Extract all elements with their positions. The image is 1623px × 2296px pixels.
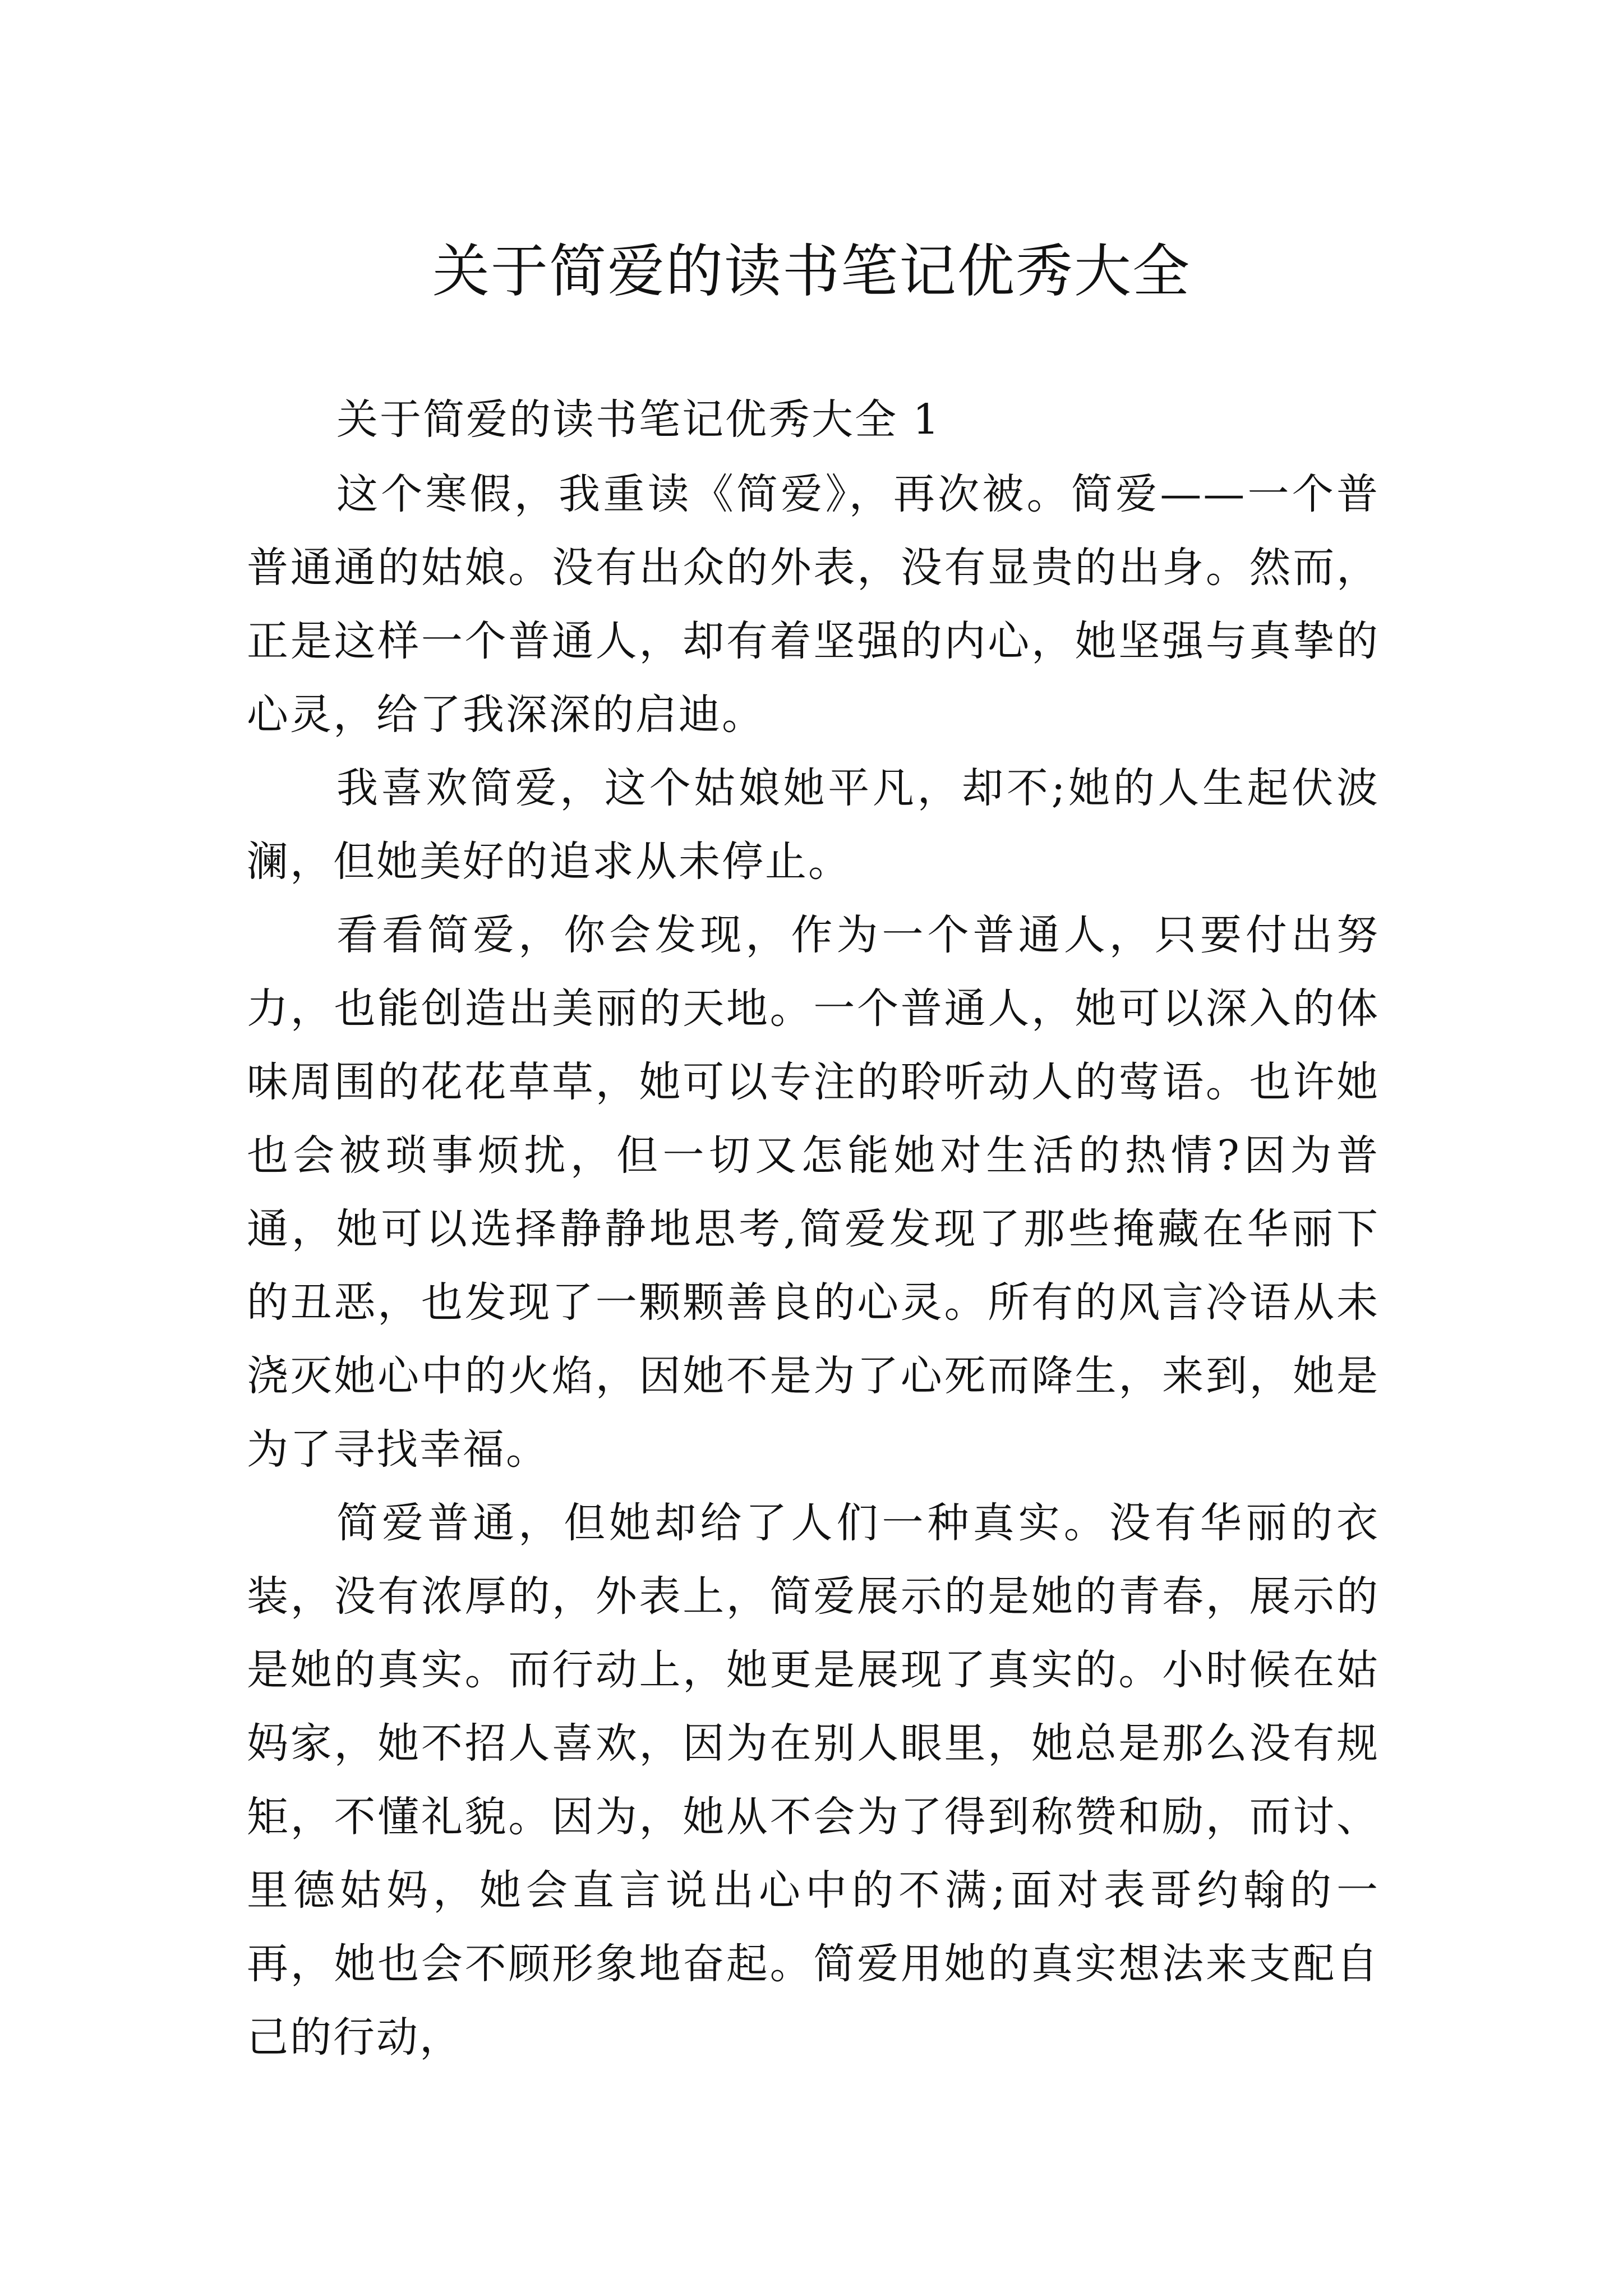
body-paragraph: 这个寒假，我重读《简爱》，再次被。简爱——一个普普通通的姑娘。没有出众的外表，没有显贵的出身。然而，正是这样一个普通人，却有着坚强的内心，她坚强与真挚的心灵，给了我深深的启迪。	[247, 470, 1380, 739]
section-heading: 关于简爱的读书笔记优秀大全 1	[336, 395, 941, 444]
document-body	[247, 383, 1380, 2074]
body-paragraph: 简爱普通，但她却给了人们一种真实。没有华丽的衣装，没有浓厚的，外表上，简爱展示的是她的青春，展示的是她的真实。而行动上，她更是展现了真实的。小时候在姑妈家，她不招人喜欢，因为在别人眼里，她总是那么没有规矩，不懂礼貌。因为，她从不会为了得到称赞和励，而讨、里德姑妈，她会直言说出心中的不满;面对表哥约翰的一再，她也会不顾形象地奋起。简爱用她的真实想法来支配自己的行动，	[247, 1499, 1380, 2062]
document-title: 关于简爱的读书笔记优秀大全	[432, 238, 1191, 306]
body-paragraph: 看看简爱，你会发现，作为一个普通人，只要付出努力，也能创造出美丽的天地。一个普通人，她可以深入的体味周围的花花草草，她可以专注的聆听动人的莺语。也许她也会被琐事烦扰，但一切又怎能她对生活的热情?因为普通，她可以选择静静地思考,简爱发现了那些掩藏在华丽下的丑恶，也发现了一颗颗善良的心灵。所有的风言冷语从未浇灭她心中的火焰，因她不是为了心死而降生，来到，她是为了寻找幸福。	[247, 911, 1380, 1474]
body-paragraph: 我喜欢简爱，这个姑娘她平凡，却不;她的人生起伏波澜，但她美好的追求从未停止。	[247, 764, 1380, 886]
